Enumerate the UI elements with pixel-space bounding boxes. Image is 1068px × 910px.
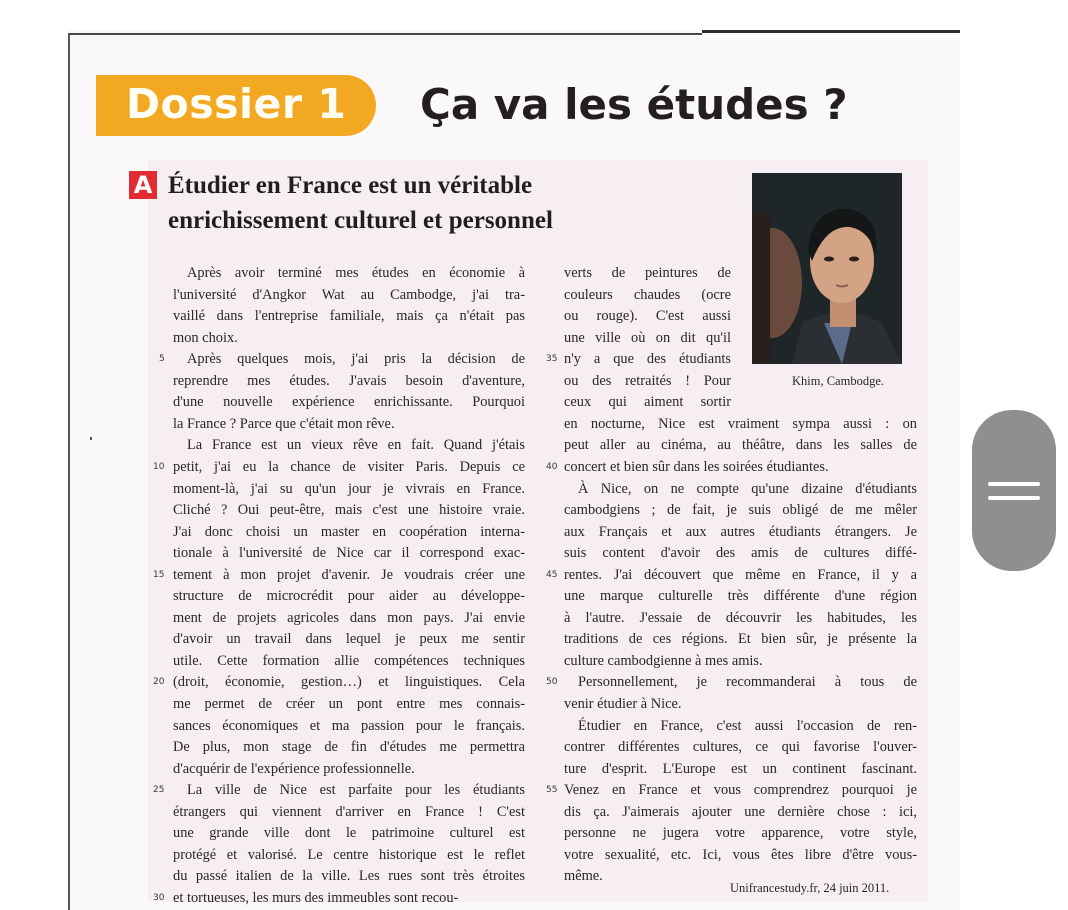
article-line: utile. Cette formation allie compétences techniques bbox=[173, 652, 525, 669]
line-number: 45 bbox=[546, 569, 558, 580]
article-line: d'acquérir de l'expérience professionnelle. bbox=[173, 760, 415, 777]
article-line: De plus, mon stage de fin d'études me permettra bbox=[173, 739, 525, 756]
article-line: À Nice, on ne compte qu'une dizaine d'étudiants bbox=[578, 480, 917, 497]
article-line: petit, j'ai eu la chance de visiter Paris. Depuis ce bbox=[173, 458, 525, 475]
article-line: me permet de créer un pont entre mes connais- bbox=[173, 696, 525, 712]
article-line: concert et bien sûr dans les soirées étudiantes. bbox=[564, 458, 829, 475]
article-line: une grande ville dont le patrimoine culturel est bbox=[173, 825, 525, 842]
article-line: ou des retraités ! Pour bbox=[564, 372, 731, 389]
article-line: du passé italien de la ville. Les rues sont très étroites bbox=[173, 868, 525, 885]
article-source: Unifrancestudy.fr, 24 juin 2011. bbox=[730, 881, 890, 895]
article-line: couleurs chaudes (ocre bbox=[564, 286, 731, 303]
handle-grip-line bbox=[988, 496, 1040, 500]
line-number: 30 bbox=[153, 892, 165, 903]
page-edge-left bbox=[68, 33, 70, 910]
photo-caption: Khim, Cambodge. bbox=[792, 374, 885, 388]
article-line: aux Français et aux autres étudiants étrangers. Je bbox=[564, 523, 917, 540]
article-line: J'ai donc choisi un master en coopération interna- bbox=[173, 523, 525, 540]
article-line: La France est un vieux rêve en fait. Quand j'étais bbox=[187, 437, 525, 454]
line-number: 5 bbox=[159, 354, 165, 365]
article-line: d'une nouvelle expérience enrichissante. Pourquoi bbox=[173, 394, 525, 411]
article-line: Personnellement, je recommanderai à tous de bbox=[578, 674, 917, 691]
line-number: 50 bbox=[546, 677, 558, 688]
article-line: d'avoir un travail dans lequel je peux me sentir bbox=[173, 631, 525, 648]
line-number: 35 bbox=[546, 354, 558, 365]
article-line: tement à mon projet d'avenir. Je voudrais créer une bbox=[173, 566, 525, 583]
article-line: ture d'esprit. L'Europe est un continent fascinant. bbox=[564, 760, 917, 777]
section-letter: A bbox=[129, 171, 157, 199]
article-line: ou rouge). C'est aussi bbox=[564, 308, 731, 325]
article-line: contrer différentes cultures, ce qui favorise l'ouver- bbox=[564, 739, 917, 756]
article-line: sances économiques et ma passion pour le français. bbox=[173, 717, 525, 734]
article-line: Cliché ? Oui peut-être, mais c'est une histoire vraie. bbox=[173, 502, 525, 519]
line-number: 20 bbox=[153, 677, 165, 688]
article-line: votre sexualité, etc. Ici, vous êtes libre d'être vous- bbox=[564, 846, 917, 863]
line-number: 25 bbox=[153, 785, 165, 796]
article-line: venir étudier à Nice. bbox=[564, 696, 682, 712]
article-line: la France ? Parce que c'était mon rêve. bbox=[173, 415, 395, 432]
article-line: l'université d'Angkor Wat au Cambodge, j'ai tra- bbox=[173, 286, 525, 303]
article-line: en nocturne, Nice est vraiment sympa aussi : on bbox=[564, 415, 917, 432]
article-line: à l'autre. J'essaie de découvrir les habitudes, les bbox=[564, 609, 917, 626]
portrait-photo bbox=[752, 173, 902, 364]
article-line: moment-là, j'ai su qu'un jour je vivrais en France. bbox=[173, 480, 525, 497]
article-line: étrangers qui viennent d'arriver en France ! C'est bbox=[173, 803, 525, 820]
line-number: 15 bbox=[153, 569, 165, 580]
article-line: Venez en France et vous comprendrez pourquoi je bbox=[564, 782, 917, 799]
article-line: traditions de ces régions. Et bien sûr, je présente la bbox=[564, 631, 917, 648]
section-heading bbox=[168, 168, 668, 238]
article-line: peut aller au cinéma, au théâtre, dans les salles de bbox=[564, 437, 917, 454]
article-line: structure de microcrédit pour aider au développe- bbox=[173, 588, 525, 605]
article-line: protégé et valorisé. Le centre historique est le reflet bbox=[173, 846, 525, 863]
dossier-tab bbox=[96, 75, 376, 136]
article-line: cambodgiens ; de fait, je suis obligé de me mêler bbox=[564, 502, 917, 519]
page-edge-top bbox=[68, 33, 702, 35]
article-line: ceux qui aiment sortir bbox=[564, 394, 731, 411]
article-line: dis ça. J'aimerais ajouter une dernière chose : ici, bbox=[564, 803, 917, 820]
article-line: vaillé dans l'entreprise familiale, mais ça n'était pas bbox=[173, 308, 525, 325]
heading-line: enrichissement culturel et personnel bbox=[168, 207, 553, 234]
line-number: 40 bbox=[546, 461, 558, 472]
article-line: verts de peintures de bbox=[564, 265, 731, 281]
article-line: Après quelques mois, j'ai pris la décision de bbox=[187, 351, 525, 368]
article-line: reprendre mes études. J'avais besoin d'aventure, bbox=[173, 372, 525, 389]
article-line: ment de projets agricoles dans mon pays. J'ai envie bbox=[173, 609, 525, 626]
article-line: culture cambodgienne à mes amis. bbox=[564, 652, 763, 669]
article-line: Étudier en France, c'est aussi l'occasion de ren- bbox=[578, 717, 917, 734]
article-line: et tortueuses, les murs des immeubles sont recou- bbox=[173, 889, 459, 906]
article-line: une marque culturelle très différente d'une région bbox=[564, 588, 917, 605]
page-title: Ça va les études ? bbox=[420, 80, 848, 129]
article-line: (droit, économie, gestion…) et linguistiques. Cela bbox=[173, 674, 525, 691]
article-line: mon choix. bbox=[173, 329, 238, 346]
article-line: personne ne jugera votre apparence, votre style, bbox=[564, 825, 917, 842]
line-number: 55 bbox=[546, 785, 558, 796]
article-line: Après avoir terminé mes études en économie à bbox=[187, 265, 525, 281]
article-line: tionale à l'université de Nice car il correspond exac- bbox=[173, 545, 525, 562]
article-line: suis content d'avoir des amis de cultures diffé- bbox=[564, 545, 917, 562]
page-edge-top-right bbox=[702, 30, 960, 33]
drag-handle[interactable] bbox=[972, 410, 1056, 571]
scan-speck bbox=[90, 437, 92, 440]
article-line: n'y a que des étudiants bbox=[564, 351, 731, 368]
article-line: rentes. J'ai découvert que même en France, il y a bbox=[564, 566, 917, 583]
article-line: même. bbox=[564, 868, 603, 885]
dossier-label: Dossier 1 bbox=[126, 80, 347, 128]
article-line: une ville où on dit qu'il bbox=[564, 329, 731, 346]
heading-line: Étudier en France est un véritable bbox=[168, 172, 533, 199]
handle-grip-line bbox=[988, 482, 1040, 486]
article-line: La ville de Nice est parfaite pour les étudiants bbox=[187, 782, 525, 799]
line-number: 10 bbox=[153, 461, 165, 472]
